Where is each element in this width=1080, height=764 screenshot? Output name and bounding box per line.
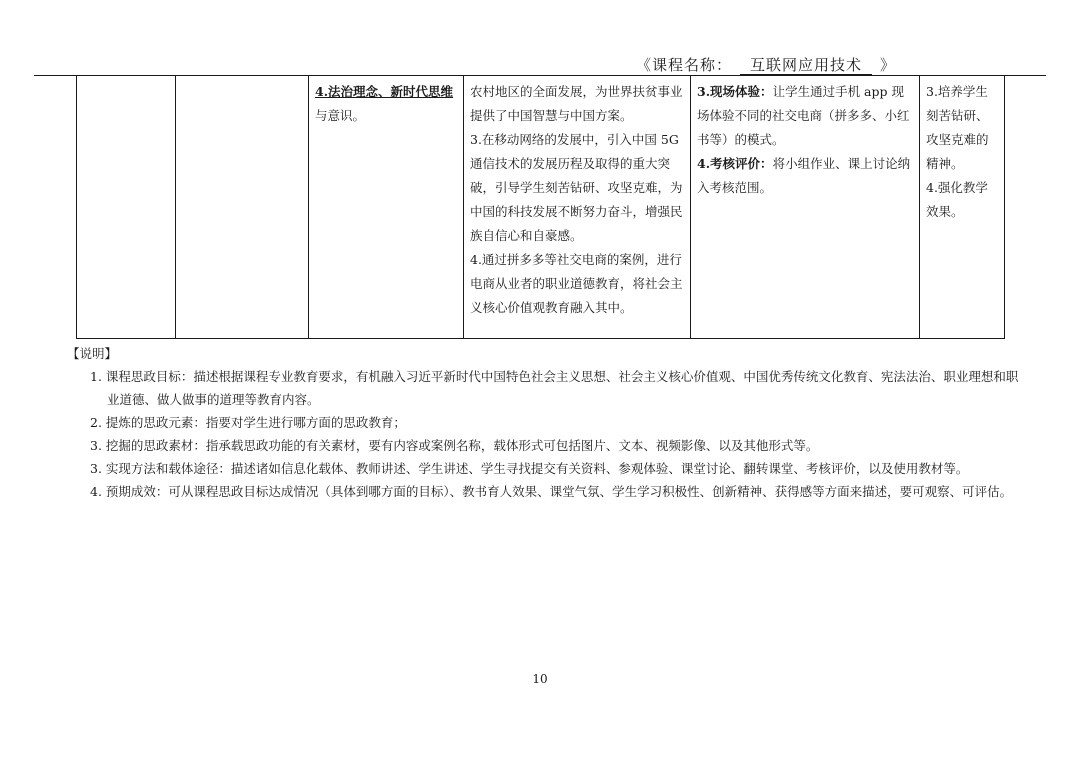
course-name: 互联网应用技术 [740,56,872,75]
notes-section [67,342,1027,503]
method-bold: 4.考核评价： [697,156,773,171]
table-cell-methods [691,76,920,338]
table-cell-materials [464,76,691,338]
table-cell-elements [309,76,464,338]
course-header [636,54,896,75]
notes-item: 3. 挖掘的思政素材：指承载思政功能的有关素材，要有内容或案例名称，载体形式可包括图片、文本、视频影像、以及其他形式等。 [90,438,819,453]
element-rest-text: 与意识。 [315,108,366,123]
ideology-table [76,76,1005,339]
material-paragraph: 3.在移动网络的发展中，引入中国 5G 通信技术的发展历程及取得的重大突破，引导学生刻苦钻研、攻坚克难，为中国的科技发展不断努力奋斗，增强民族自信心和自豪感。 [470,132,683,243]
material-paragraph: 4.通过拼多多等社交电商的案例，进行电商从业者的职业道德教育，将社会主义核心价值观教育融入其中。 [470,252,683,315]
header-open-label: 《课程名称： [636,56,733,74]
notes-item: 2. 提炼的思政元素：指要对学生进行哪方面的思政教育； [90,415,406,430]
notes-item: 3. 实现方法和载体途径：描述诸如信息化载体、教师讲述、学生讲述、学生寻找提交有关资料、参观体验、课堂讨论、翻转课堂、考核评价，以及使用教材等。 [90,461,969,476]
notes-title: 【说明】 [67,346,118,361]
notes-item: 4. 预期成效：可从课程思政目标达成情况（具体到哪方面的目标）、教书育人效果、课堂气氛、学生学习积极性、创新精神、获得感等方面来描述，要可观察、可评估。 [90,484,1013,499]
method-text: 让学生通过手机 app 现场体验不同的社交电商（拼多多、小红书等）的模式。 [697,84,910,147]
method-bold: 3.现场体验： [697,84,773,99]
table-cell-empty-1 [77,76,176,338]
element-bold-text: 4.法治理念、新时代思维 [315,84,454,99]
page-number: 10 [532,672,548,686]
table-row [77,76,1005,338]
notes-item: 1. 课程思政目标：描述根据课程专业教育要求，有机融入习近平新时代中国特色社会主义思想、社会主义核心价值观、中国优秀传统文化教育、宪法法治、职业理想和职业道德、做人做事的道理等教育内容。 [90,369,1019,407]
outcome-paragraph: 3.培养学生刻苦钻研、攻坚克难的精神。 [926,84,989,171]
table-cell-outcomes [920,76,1005,338]
outcome-paragraph: 4.强化教学效果。 [926,180,988,219]
material-paragraph: 农村地区的全面发展，为世界扶贫事业提供了中国智慧与中国方案。 [470,84,683,123]
header-close-label: 》 [880,56,897,74]
method-text: 将小组作业、课上讨论纳入考核范围。 [697,156,911,195]
table-cell-empty-2 [176,76,309,338]
